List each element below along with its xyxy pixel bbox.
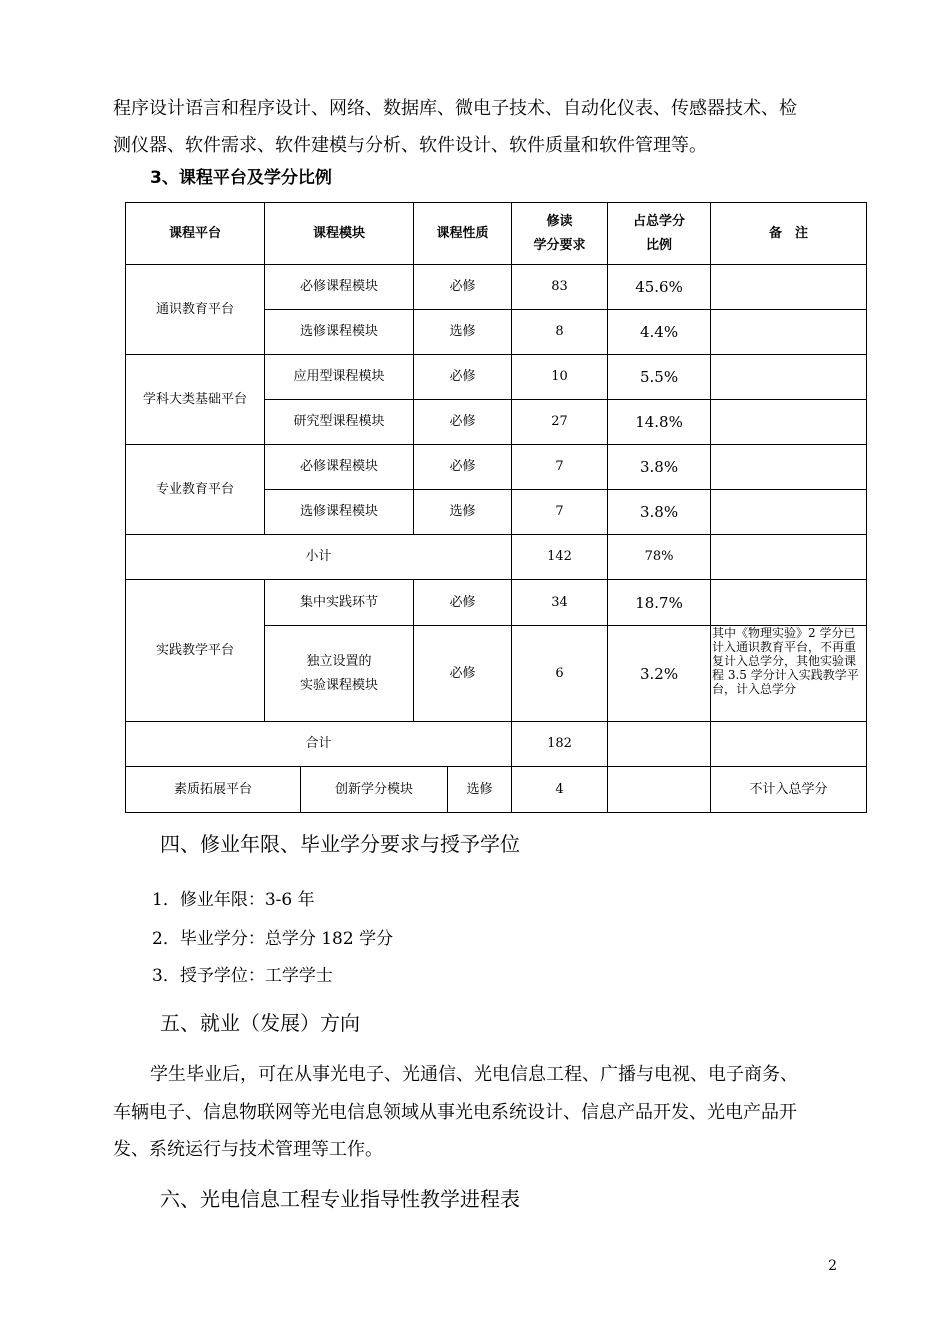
platform-quality: 素质拓展平台: [126, 767, 301, 813]
credits-cell: 7: [512, 445, 608, 490]
credits-cell: 6: [512, 626, 608, 722]
module-cell: 集中实践环节: [265, 580, 414, 626]
note-cell: [711, 310, 867, 355]
graduation-credits-item: 2．毕业学分：总学分 182 学分: [152, 929, 394, 949]
employment-paragraph-line1: 学生毕业后，可在从事光电子、光通信、光电信息工程、广播与电视、电子商务、: [150, 1064, 798, 1085]
quality-row: [126, 767, 867, 813]
section4-title: 四、修业年限、毕业学分要求与授予学位: [160, 832, 520, 856]
subtotal-credits: 142: [512, 535, 608, 580]
nature-cell: 必修: [414, 580, 512, 626]
credits-cell: 10: [512, 355, 608, 400]
credits-cell: 27: [512, 400, 608, 445]
table-row: [126, 445, 867, 490]
intro-paragraph-line2: 测仪器、软件需求、软件建模与分析、软件设计、软件质量和软件管理等。: [113, 135, 707, 156]
credits-cell: 83: [512, 265, 608, 310]
ratio-cell: [608, 767, 711, 813]
ratio-cell: 45.6%: [608, 265, 711, 310]
note-cell: [711, 355, 867, 400]
ratio-cell: 3.8%: [608, 490, 711, 535]
platform-discipline: 学科大类基础平台: [126, 355, 265, 445]
physics-experiment-note: 其中《物理实验》2 学分已计入通识教育平台，不再重复计入总学分，其他实验课程 3.5 学分计入实践教学平台，计入总学分: [711, 626, 867, 722]
note-cell: [711, 445, 867, 490]
nature-cell: 必修: [414, 445, 512, 490]
page-number: 2: [828, 1258, 837, 1274]
ratio-cell: 4.4%: [608, 310, 711, 355]
table-row: [126, 580, 867, 626]
table-row: [126, 265, 867, 310]
note-cell: [711, 265, 867, 310]
module-cell: 选修课程模块: [265, 490, 414, 535]
ratio-cell: 3.8%: [608, 445, 711, 490]
subtotal-row: [126, 535, 867, 580]
credits-cell: 7: [512, 490, 608, 535]
note-cell: [711, 400, 867, 445]
platform-general: 通识教育平台: [126, 265, 265, 355]
note-cell: [711, 490, 867, 535]
header-module: 课程模块: [265, 203, 414, 265]
header-nature: 课程性质: [414, 203, 512, 265]
module-cell: 选修课程模块: [265, 310, 414, 355]
header-credits: 修读 学分要求: [512, 203, 608, 265]
table-header-row: [126, 203, 867, 265]
module-cell: 必修课程模块: [265, 265, 414, 310]
ratio-cell: 5.5%: [608, 355, 711, 400]
ratio-cell: 14.8%: [608, 400, 711, 445]
credits-cell: 4: [512, 767, 608, 813]
header-platform: 课程平台: [126, 203, 265, 265]
nature-cell: 必修: [414, 355, 512, 400]
ratio-cell: 3.2%: [608, 626, 711, 722]
note-cell: 不计入总学分: [711, 767, 867, 813]
subtotal-ratio: 78%: [608, 535, 711, 580]
degree-item: 3．授予学位：工学学士: [152, 966, 333, 986]
credits-cell: 8: [512, 310, 608, 355]
section3-title: 3、课程平台及学分比例: [150, 168, 332, 188]
table-row: [126, 355, 867, 400]
employment-paragraph-line2: 车辆电子、信息物联网等光电信息领域从事光电系统设计、信息产品开发、光电产品开: [113, 1102, 797, 1123]
nature-cell: 必修: [414, 400, 512, 445]
course-platform-table: [125, 202, 867, 813]
employment-paragraph-line3: 发、系统运行与技术管理等工作。: [113, 1139, 383, 1160]
nature-cell: 选修: [414, 310, 512, 355]
platform-major: 专业教育平台: [126, 445, 265, 535]
subtotal-label: 小计: [126, 535, 512, 580]
section5-title: 五、就业（发展）方向: [160, 1011, 360, 1035]
intro-paragraph-line1: 程序设计语言和程序设计、网络、数据库、微电子技术、自动化仪表、传感器技术、检: [113, 98, 797, 119]
module-cell: 独立设置的 实验课程模块: [265, 626, 414, 722]
note-cell: [711, 580, 867, 626]
credits-cell: 34: [512, 580, 608, 626]
nature-cell: 选修: [448, 767, 512, 813]
nature-cell: 必修: [414, 626, 512, 722]
header-ratio: 占总学分 比例: [608, 203, 711, 265]
total-label: 合计: [126, 722, 512, 767]
module-cell: 应用型课程模块: [265, 355, 414, 400]
section6-title: 六、光电信息工程专业指导性教学进程表: [160, 1187, 520, 1211]
study-years-item: 1．修业年限：3-6 年: [152, 890, 315, 910]
header-note: 备 注: [711, 203, 867, 265]
module-cell: 必修课程模块: [265, 445, 414, 490]
nature-cell: 必修: [414, 265, 512, 310]
note-cell: [711, 722, 867, 767]
note-cell: [711, 535, 867, 580]
module-cell: 创新学分模块: [301, 767, 448, 813]
platform-practice: 实践教学平台: [126, 580, 265, 722]
total-row: [126, 722, 867, 767]
ratio-cell: [608, 722, 711, 767]
module-cell: 研究型课程模块: [265, 400, 414, 445]
total-credits: 182: [512, 722, 608, 767]
ratio-cell: 18.7%: [608, 580, 711, 626]
nature-cell: 选修: [414, 490, 512, 535]
